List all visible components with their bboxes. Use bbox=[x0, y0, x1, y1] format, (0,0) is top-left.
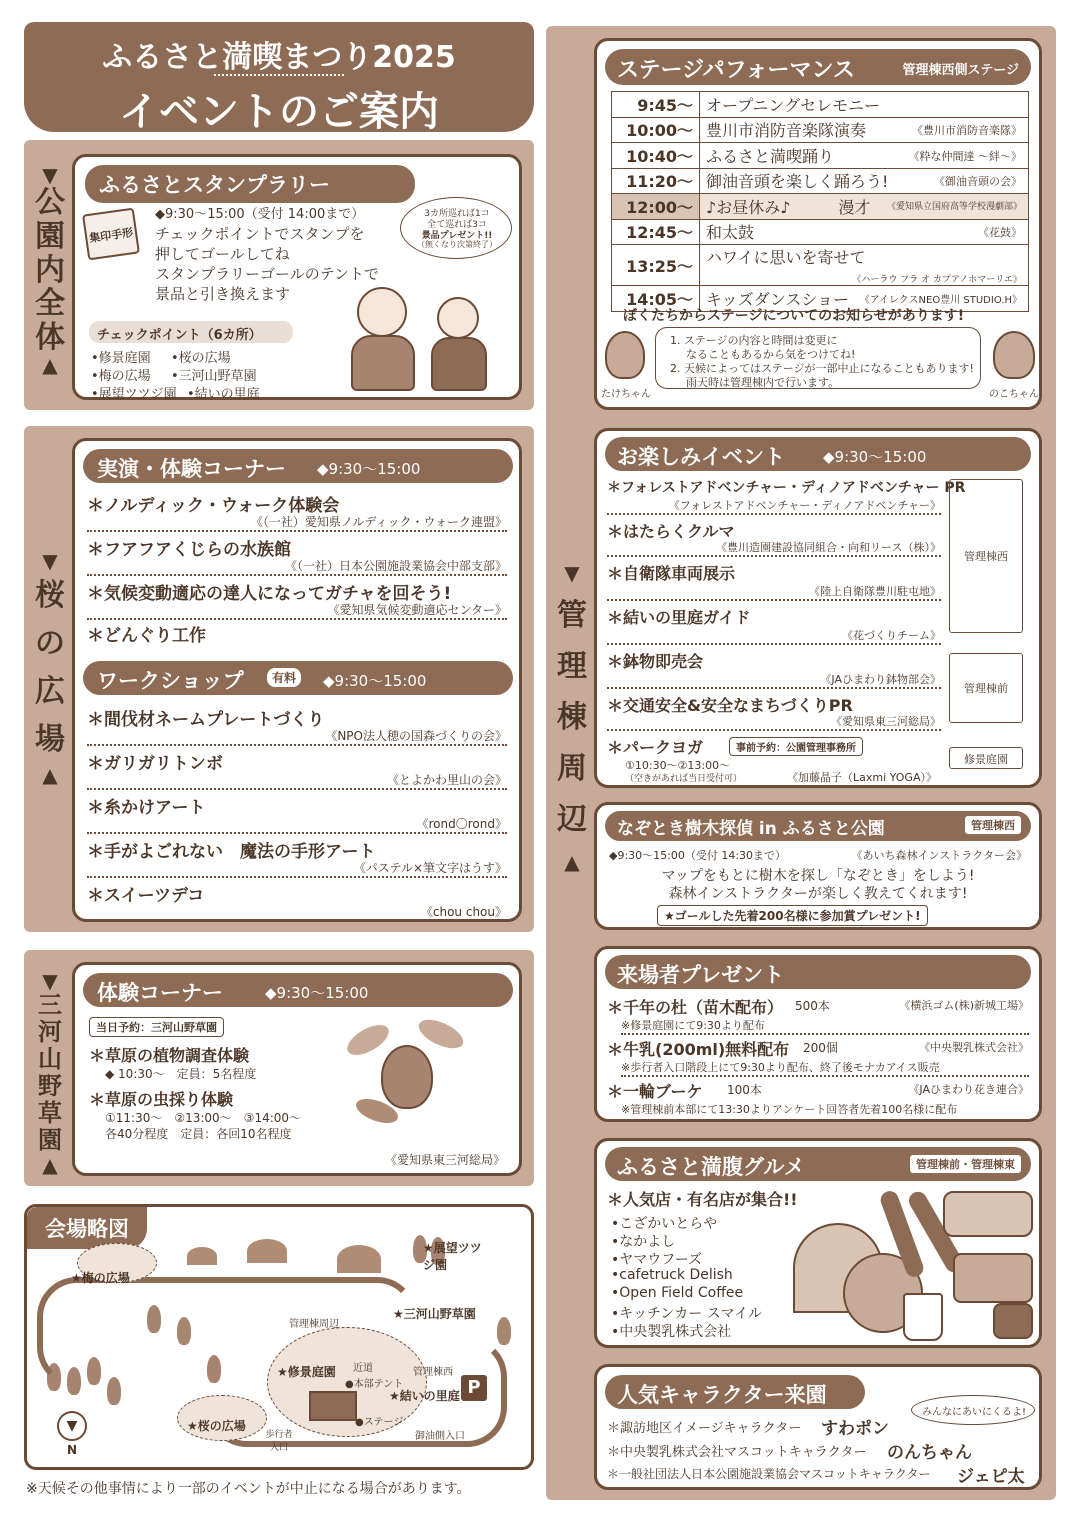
yoga-reservation-tag: 事前予約：公園管理事務所 bbox=[729, 737, 863, 756]
mikawa-reservation: 当日予約：三河山野草園 bbox=[89, 1017, 224, 1037]
sakura-side-label: ▼ 桜の広場 ▲ bbox=[30, 550, 70, 787]
map-label-kanri-west: 管理棟西 bbox=[413, 1367, 453, 1378]
ws-item-2: ＊ガリガリトンボ bbox=[87, 754, 223, 774]
schedule-row: 10:40〜 ふるさと満喫踊り 《粋な仲間達 〜絆〜》 bbox=[612, 143, 1029, 169]
checkpoint-4: •三河山野草園 bbox=[171, 369, 257, 384]
fun-org-7: 《加藤晶子（Laxmi YOGA）》 bbox=[787, 771, 937, 784]
mikawa-item-2-detail-2: 各40分程度 定員：各回10名程度 bbox=[105, 1127, 292, 1141]
triangle-up-icon: ▲ bbox=[42, 763, 58, 788]
present-org-2: 《中央製乳株式会社》 bbox=[919, 1041, 1029, 1054]
map-label-ume: ★梅の広場 bbox=[71, 1271, 130, 1285]
parking-icon: P bbox=[461, 1375, 487, 1401]
paid-badge: 有料 bbox=[267, 668, 301, 687]
character-label-3: ＊一般社団法人日本公園施設業協会マスコットキャラクター bbox=[607, 1467, 931, 1481]
present-qty-1: 500本 bbox=[795, 999, 830, 1013]
triangle-up-icon: ▲ bbox=[42, 1152, 58, 1177]
park-all-side-label: ▼ 公園内全体 ▲ bbox=[30, 164, 70, 377]
checkpoint-2: •桜の広場 bbox=[171, 351, 231, 366]
map-label-honbu: ●本部テント bbox=[345, 1379, 404, 1390]
stamp-rally-box bbox=[72, 154, 522, 400]
loc-west-box: 管理棟西 bbox=[949, 479, 1023, 633]
kanri-side-label: ▼ 管理棟周辺 ▲ bbox=[552, 556, 592, 879]
present-box bbox=[594, 946, 1042, 1122]
park-all-section bbox=[24, 140, 534, 410]
demo-item-1: ＊ノルディック・ウォーク体験会 bbox=[87, 496, 340, 516]
nazotoki-box bbox=[594, 802, 1042, 930]
characters-title: 人気キャラクター来園 bbox=[605, 1375, 865, 1409]
fun-item-2: ＊はたらくクルマ bbox=[607, 522, 735, 541]
gourmet-shop-6: •キッチンカー スマイル bbox=[611, 1306, 763, 1322]
character-name-2: のんちゃん bbox=[887, 1443, 972, 1463]
yoga-note: （空きがあれば当日受付可） bbox=[625, 774, 743, 784]
compass-north: N bbox=[67, 1443, 78, 1457]
stage-schedule bbox=[611, 91, 1029, 312]
mikawa-item-1: ＊草原の植物調査体験 bbox=[89, 1046, 250, 1065]
triangle-up-icon: ▲ bbox=[42, 353, 58, 378]
pinecone-leaf-illustration bbox=[345, 1021, 465, 1131]
gourmet-shop-2: •なかよし bbox=[611, 1234, 676, 1250]
fun-org-6: 《愛知県東三河総局》 bbox=[607, 713, 941, 731]
demo-org-1: 《（一社）愛知県ノルディック・ウォーク連盟》 bbox=[87, 513, 507, 532]
present-item-2: ＊牛乳(200ml)無料配布 bbox=[607, 1040, 790, 1059]
nazotoki-prize: ★ゴールした先着200名様に参加賞プレゼント! bbox=[657, 905, 928, 926]
takechan-character bbox=[605, 331, 645, 379]
mikawa-item-2: ＊草原の虫採り体験 bbox=[89, 1090, 234, 1109]
present-note-1: ※修景庭園にて9:30より配布 bbox=[621, 1017, 1029, 1035]
fun-org-5: 《JAひまわり鉢物部会》 bbox=[607, 671, 941, 689]
title-divider bbox=[214, 74, 344, 76]
ws-org-3: 《rond〇rond》 bbox=[87, 815, 507, 834]
fun-events-title: お楽しみイベント ◆9:30〜15:00 bbox=[605, 437, 1031, 471]
mikawa-org: 《愛知県東三河総局》 bbox=[384, 1153, 505, 1167]
triangle-down-icon: ▼ bbox=[42, 969, 58, 993]
checkpoint-6: •結いの里庭 bbox=[187, 387, 260, 402]
stage-notice-bubble: 1. ステージの内容と時間は変更に なることもあるから気をつけてね! 2. 天候によってはステージが一部中止になることもあります! 雨天時は管理棟内で行います。 bbox=[655, 327, 981, 389]
gourmet-lead: ＊人気店・有名店が集合!! bbox=[607, 1190, 798, 1209]
title-line1: ふるさと満喫まつり2025 bbox=[102, 40, 456, 75]
checkpoint-1: •修景庭園 bbox=[91, 351, 151, 366]
ws-item-5: ＊スイーツデコ bbox=[87, 886, 205, 906]
fun-item-6: ＊交通安全&安全なまちづくりPR bbox=[607, 696, 853, 715]
demo-org-3: 《愛知県気候変動適応センター》 bbox=[87, 601, 507, 620]
food-illustration bbox=[793, 1183, 1037, 1347]
mikawa-side-label: ▼ 三河山野草園 ▲ bbox=[30, 970, 70, 1176]
schedule-row: 12:00〜 ♪お昼休み♪ 漫才 《愛知県立国府高等学校漫劇部》 bbox=[612, 194, 1029, 220]
sakura-section bbox=[24, 426, 534, 932]
mikawa-box bbox=[72, 962, 522, 1176]
present-title: 来場者プレゼント bbox=[605, 955, 1031, 989]
nazotoki-time: ◆9:30〜15:00（受付 14:30まで） bbox=[609, 849, 787, 862]
stamp-desc-1: チェックポイントでスタンプを bbox=[155, 225, 365, 243]
mikawa-title: 体験コーナー ◆9:30〜15:00 bbox=[83, 973, 513, 1007]
ws-item-1: ＊間伐材ネームプレートづくり bbox=[87, 710, 325, 730]
sakura-box bbox=[72, 438, 522, 922]
checkpoint-3: •梅の広場 bbox=[91, 369, 151, 384]
fun-org-4: 《花づくりチーム》 bbox=[607, 627, 941, 645]
mikawa-item-2-detail-1: ①11:30〜 ②13:00〜 ③14:00〜 bbox=[105, 1111, 302, 1125]
demo-corner-title: 実演・体験コーナー ◆9:30〜15:00 bbox=[83, 449, 513, 483]
gourmet-box bbox=[594, 1138, 1042, 1348]
stage-notice-title: ぼくたちからステージについてのお知らせがあります! bbox=[623, 308, 965, 324]
gourmet-shop-1: •こざかいとらや bbox=[611, 1216, 718, 1232]
character-name-1: すわポン bbox=[821, 1419, 889, 1439]
nazotoki-title: なぞとき樹木探偵 in ふるさと公園 管理棟西 bbox=[605, 811, 1031, 841]
prize-bubble: 3カ所巡れば1コ 全て巡れば3コ 景品プレゼント!! （無くなり次第終了） bbox=[400, 197, 512, 259]
present-qty-2: 200個 bbox=[803, 1041, 838, 1055]
schedule-row: 10:00〜 豊川市消防音楽隊演奏 《豊川市消防音楽隊》 bbox=[612, 117, 1029, 143]
mascot-illustration bbox=[337, 283, 517, 395]
nokochan-character bbox=[993, 331, 1035, 379]
triangle-down-icon: ▼ bbox=[42, 163, 58, 187]
title-line2: イベントのご案内 bbox=[119, 89, 439, 135]
venue-map bbox=[24, 1204, 534, 1470]
fun-events-box bbox=[594, 428, 1042, 788]
checkpoint-5: •展望ツツジ園 bbox=[91, 387, 177, 402]
stamp-rally-time: ◆9:30〜15:00（受付 14:00まで） bbox=[155, 207, 365, 222]
stage-box bbox=[594, 38, 1042, 410]
map-label-kanri: 管理棟周辺 bbox=[289, 1319, 339, 1330]
loc-garden-box: 修景庭園 bbox=[949, 747, 1023, 769]
workshop-title: ワークショップ 有料 ◆9:30〜15:00 bbox=[83, 661, 513, 695]
fun-item-5: ＊鉢物即売会 bbox=[607, 652, 704, 671]
map-label-shukei: ★修景庭園 bbox=[277, 1365, 336, 1379]
present-note-2: ※歩行者入口階段上にて9:30より配布、終了後モナカアイス販売 bbox=[621, 1059, 1029, 1077]
ws-org-2: 《とよかわ里山の会》 bbox=[87, 771, 507, 790]
gourmet-shop-5: •Open Field Coffee bbox=[611, 1285, 744, 1301]
takechan-label: たけちゃん bbox=[601, 389, 651, 400]
characters-box bbox=[594, 1364, 1042, 1490]
ws-org-4: 《パステル×筆文字はうす》 bbox=[87, 859, 507, 878]
stamp-desc-4: 景品と引き換えます bbox=[155, 285, 291, 303]
map-label-yui: ★結いの里庭 bbox=[389, 1389, 460, 1403]
nazotoki-desc-1: マップをもとに樹木を探し「なぞとき」をしよう! bbox=[661, 868, 975, 884]
nazotoki-desc-2: 森林インストラクターが楽しく教えてくれます! bbox=[668, 886, 968, 902]
compass-icon: ▼ bbox=[57, 1411, 87, 1441]
schedule-row: 11:20〜 御油音頭を楽しく踊ろう! 《御油音頭の会》 bbox=[612, 168, 1029, 194]
building-icon bbox=[309, 1391, 357, 1421]
ws-item-4: ＊手がよごれない 魔法の手形アート bbox=[87, 842, 376, 862]
map-label-sanyaso: ★三河山野草園 bbox=[393, 1307, 476, 1321]
present-item-1: ＊千年の杜（苗木配布） bbox=[607, 998, 784, 1017]
stage-title-bar: ステージパフォーマンス 管理棟西側ステージ bbox=[605, 49, 1031, 85]
character-label-1: ＊諏訪地区イメージキャラクター bbox=[607, 1421, 802, 1436]
character-name-3: ジェピ太 bbox=[957, 1467, 1025, 1487]
triangle-down-icon: ▼ bbox=[564, 561, 580, 585]
gourmet-shop-7: •中央製乳株式会社 bbox=[611, 1324, 732, 1340]
stamp-rally-title: ふるさとスタンプラリー bbox=[85, 165, 415, 203]
map-label-tsutsuji: ★展望ツツジ園 bbox=[423, 1241, 482, 1272]
characters-bubble: みんなにあいにくるよ! bbox=[911, 1395, 1035, 1425]
present-qty-3: 100本 bbox=[727, 1083, 762, 1097]
gourmet-shop-3: •ヤマウフーズ bbox=[611, 1252, 703, 1268]
fun-item-1: ＊フォレストアドベンチャー・ディノアドベンチャー PR bbox=[607, 480, 966, 496]
triangle-up-icon: ▲ bbox=[564, 850, 580, 874]
ws-item-3: ＊糸かけアート bbox=[87, 798, 206, 818]
mikawa-section bbox=[24, 950, 534, 1186]
map-title: 会場略図 bbox=[27, 1207, 147, 1249]
present-org-1: 《横浜ゴム(株)新城工場》 bbox=[899, 999, 1029, 1012]
map-label-stage: ●ステージ bbox=[355, 1417, 404, 1428]
map-label-pedestrian: 歩行者入口 bbox=[265, 1430, 293, 1453]
map-label-sakura: ★桜の広場 bbox=[187, 1419, 246, 1433]
schedule-row: 14:05〜 キッズダンスショー 《アイレクスNEO豊川 STUDIO.H》 bbox=[612, 286, 1029, 312]
footer-note: ※天候その他事情により一部のイベントが中止になる場合があります。 bbox=[26, 1481, 471, 1497]
schedule-row: 9:45〜 オープニングセレモニー bbox=[612, 92, 1029, 118]
present-org-3: 《JAひまわり花き連合》 bbox=[908, 1083, 1029, 1096]
fun-org-1: 《フォレストアドベンチャー・ディノアドベンチャー》 bbox=[607, 497, 941, 515]
stamp-desc-3: スタンプラリーゴールのテントで bbox=[155, 265, 379, 283]
yoga-time: ①10:30〜②13:00〜 bbox=[625, 759, 731, 772]
triangle-down-icon: ▼ bbox=[42, 549, 58, 573]
stamp-icon: 集印手形 bbox=[82, 208, 140, 261]
ws-org-1: 《NPO法人穂の国森づくりの会》 bbox=[87, 727, 507, 746]
demo-item-3: ＊気候変動適応の達人になってガチャを回そう! bbox=[87, 584, 452, 604]
checkpoint-title-bar: チェックポイント（6カ所） bbox=[89, 321, 293, 343]
ws-org-5: 《chou chou》 bbox=[420, 905, 507, 919]
demo-org-2: 《（一社）日本公園施設業協会中部支部》 bbox=[87, 557, 507, 576]
map-label-goyu: 御油側入口 bbox=[415, 1431, 465, 1442]
fun-org-3: 《陸上自衛隊豊川駐屯地》 bbox=[607, 583, 941, 601]
loc-front-box: 管理棟前 bbox=[949, 653, 1023, 723]
fun-org-2: 《豊川造園建設協同組合・向和リース（株）》 bbox=[607, 539, 941, 557]
title-banner bbox=[24, 22, 534, 135]
character-label-2: ＊中央製乳株式会社マスコットキャラクター bbox=[607, 1445, 867, 1460]
fun-item-7: ＊パークヨガ bbox=[607, 738, 704, 757]
map-label-chikamichi: 近道 bbox=[353, 1363, 373, 1374]
gourmet-shop-4: •cafetruck Delish bbox=[611, 1267, 733, 1283]
demo-item-4: ＊どんぐり工作 bbox=[87, 626, 206, 646]
schedule-row: 12:45〜 和太鼓 《花鼓》 bbox=[612, 219, 1029, 245]
stamp-desc-2: 押してゴールしてね bbox=[155, 245, 290, 263]
fun-item-3: ＊自衛隊車両展示 bbox=[607, 564, 736, 583]
nazotoki-org: 《あいち森林インストラクター会》 bbox=[851, 849, 1027, 862]
present-item-3: ＊一輪ブーケ bbox=[607, 1082, 703, 1101]
mikawa-item-1-detail: ◆ 10:30〜 定員：5名程度 bbox=[105, 1067, 257, 1081]
present-note-3: ※管理棟前本部にて13:30よりアンケート回答者先着100名様に配布 bbox=[621, 1103, 958, 1116]
schedule-row: 13:25〜 ハワイに思いを寄せて 《ハーラウ フラ オ カプアノホマーリエ》 bbox=[612, 245, 1029, 286]
demo-item-2: ＊フアフアくじらの水族館 bbox=[87, 540, 291, 560]
fun-item-4: ＊結いの里庭ガイド bbox=[607, 608, 751, 627]
gourmet-title: ふるさと満腹グルメ 管理棟前・管理棟東 bbox=[605, 1147, 1031, 1181]
nokochan-label: のこちゃん bbox=[989, 389, 1039, 400]
